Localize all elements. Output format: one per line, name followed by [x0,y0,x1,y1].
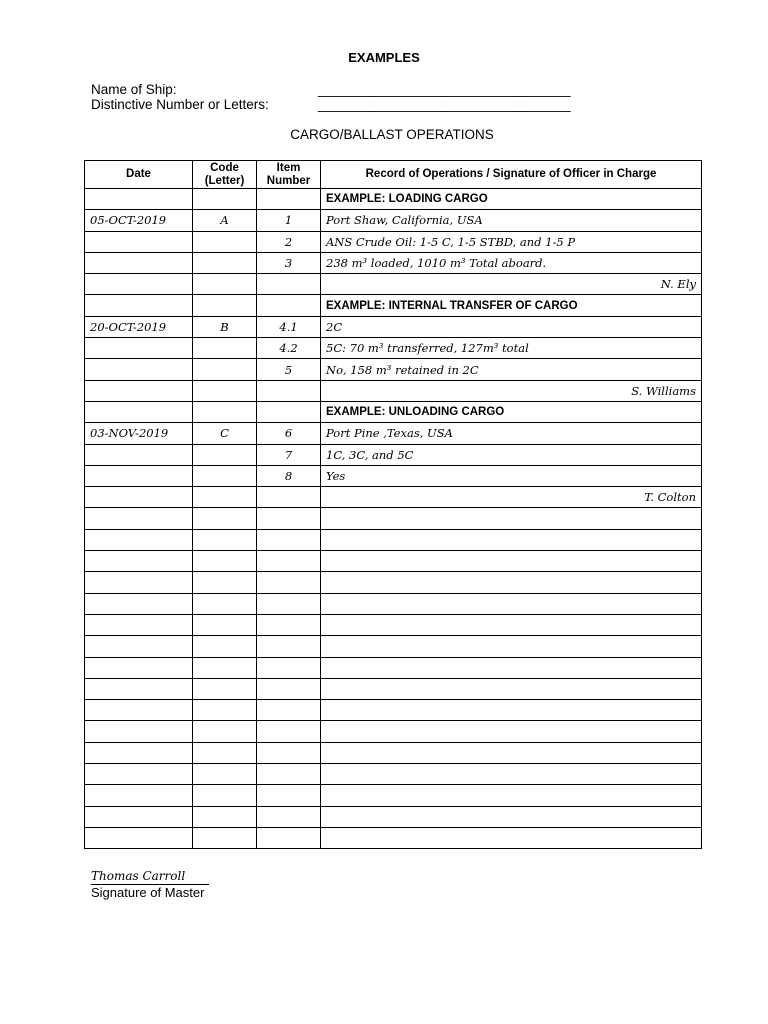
date-cell [85,700,193,721]
record-cell: ANS Crude Oil: 1-5 C, 1-5 STBD, and 1-5 P [321,231,702,252]
header-record-label: Record of Operations / Signature of Officer in Charge [365,168,657,180]
record-cell [321,657,702,678]
distinctive-number-field [91,97,571,112]
header-item [257,161,321,189]
table-row [85,593,702,614]
code-cell: A [193,210,257,231]
ship-name-field [91,82,571,97]
code-cell [193,700,257,721]
code-cell [193,764,257,785]
item-number-cell [257,827,321,848]
master-signature: Thomas Carroll [91,869,209,885]
table-row [85,274,702,295]
ship-name-blank-line: ___________________________________ [318,82,571,97]
record-cell [321,636,702,657]
header-code-line2: (Letter) [204,174,245,187]
item-number-cell: 2 [257,231,321,252]
header-code [193,161,257,189]
table-body [85,189,702,849]
record-cell: 238 m³ loaded, 1010 m³ Total aboard. [321,252,702,273]
item-number-cell [257,551,321,572]
table-row [85,465,702,486]
table-row [85,359,702,380]
item-number-cell [257,721,321,742]
section-subtitle: CARGO/BALLAST OPERATIONS [290,127,494,142]
record-cell: Yes [321,465,702,486]
table-row [85,614,702,635]
date-cell [85,487,193,508]
record-cell [321,593,702,614]
date-cell [85,231,193,252]
date-cell [85,572,193,593]
table-row [85,700,702,721]
record-cell [321,721,702,742]
code-cell [193,785,257,806]
code-cell [193,338,257,359]
date-cell [85,827,193,848]
record-cell [321,700,702,721]
table-row [85,401,702,422]
date-cell [85,529,193,550]
code-cell [193,614,257,635]
section-heading-cell: EXAMPLE: INTERNAL TRANSFER OF CARGO [321,295,702,316]
record-cell [321,742,702,763]
date-cell [85,295,193,316]
date-cell [85,785,193,806]
item-number-cell [257,593,321,614]
date-cell [85,614,193,635]
date-cell [85,274,193,295]
record-cell [321,508,702,529]
code-cell [193,742,257,763]
date-cell [85,551,193,572]
section-heading-cell: EXAMPLE: UNLOADING CARGO [321,401,702,422]
officer-signature-cell: T. Colton [321,487,702,508]
date-cell [85,189,193,210]
table-row [85,529,702,550]
header-item-line1: Item [276,161,301,174]
table-row [85,785,702,806]
item-number-cell [257,487,321,508]
table-row [85,380,702,401]
item-number-cell [257,295,321,316]
item-number-cell: 7 [257,444,321,465]
record-cell [321,678,702,699]
table-row [85,508,702,529]
page-title: EXAMPLES [348,50,420,65]
table-row [85,806,702,827]
officer-signature-cell: S. Williams [321,380,702,401]
item-number-cell: 6 [257,423,321,444]
record-cell [321,529,702,550]
date-cell: 03-NOV-2019 [85,423,193,444]
table-row [85,189,702,210]
table-row [85,295,702,316]
header-date-label: Date [126,168,151,180]
date-cell [85,359,193,380]
record-cell: Port Pine ,Texas, USA [321,423,702,444]
header-record [321,161,702,189]
code-cell [193,508,257,529]
table-row [85,721,702,742]
table-row [85,827,702,848]
item-number-cell [257,742,321,763]
ship-name-label: Name of Ship: [91,82,177,97]
officer-signature-cell: N. Ely [321,274,702,295]
record-cell [321,785,702,806]
code-cell [193,827,257,848]
date-cell [85,338,193,359]
date-cell: 05-OCT-2019 [85,210,193,231]
code-cell [193,806,257,827]
item-number-cell [257,636,321,657]
item-number-cell: 3 [257,252,321,273]
item-number-cell [257,189,321,210]
record-cell: Port Shaw, California, USA [321,210,702,231]
date-cell [85,508,193,529]
distinctive-number-blank-line: ___________________________________ [318,97,571,112]
date-cell [85,721,193,742]
table-row [85,764,702,785]
table-row [85,636,702,657]
item-number-cell [257,657,321,678]
table-row [85,252,702,273]
item-number-cell [257,764,321,785]
master-signature-label: Signature of Master [91,885,205,900]
date-cell [85,593,193,614]
code-cell [193,274,257,295]
code-cell [193,231,257,252]
item-number-cell: 4.1 [257,316,321,337]
code-cell [193,359,257,380]
record-cell [321,551,702,572]
code-cell [193,295,257,316]
record-cell: 2C [321,316,702,337]
table-row [85,657,702,678]
item-number-cell [257,785,321,806]
date-cell [85,401,193,422]
table-header-row [85,161,702,189]
table-row [85,742,702,763]
code-cell [193,572,257,593]
item-number-cell: 5 [257,359,321,380]
code-cell [193,551,257,572]
item-number-cell [257,678,321,699]
code-cell [193,636,257,657]
date-cell [85,806,193,827]
code-cell: C [193,423,257,444]
record-cell [321,614,702,635]
date-cell [85,678,193,699]
table-row [85,231,702,252]
record-cell [321,572,702,593]
table-row [85,572,702,593]
record-cell: 5C: 70 m³ transferred, 127m³ total [321,338,702,359]
date-cell [85,444,193,465]
item-number-cell: 8 [257,465,321,486]
table-row [85,444,702,465]
item-number-cell [257,508,321,529]
item-number-cell: 4.2 [257,338,321,359]
record-cell [321,806,702,827]
item-number-cell [257,401,321,422]
code-cell [193,721,257,742]
record-cell: No, 158 m³ retained in 2C [321,359,702,380]
date-cell [85,465,193,486]
date-cell [85,380,193,401]
table-row [85,316,702,337]
date-cell [85,764,193,785]
code-cell [193,380,257,401]
item-number-cell [257,380,321,401]
code-cell [193,465,257,486]
code-cell [193,487,257,508]
header-date [85,161,193,189]
table-row [85,338,702,359]
item-number-cell: 1 [257,210,321,231]
header-code-line1: Code [210,161,239,174]
header-item-line2: Number [266,174,311,187]
date-cell [85,742,193,763]
code-cell [193,678,257,699]
date-cell [85,252,193,273]
item-number-cell [257,572,321,593]
date-cell: 20-OCT-2019 [85,316,193,337]
record-cell [321,827,702,848]
operations-log-table [84,160,702,849]
table-row [85,210,702,231]
code-cell [193,444,257,465]
date-cell [85,657,193,678]
distinctive-number-label: Distinctive Number or Letters: [91,97,269,112]
table-row [85,551,702,572]
record-cell [321,764,702,785]
item-number-cell [257,700,321,721]
item-number-cell [257,806,321,827]
code-cell [193,252,257,273]
item-number-cell [257,274,321,295]
section-heading-cell: EXAMPLE: LOADING CARGO [321,189,702,210]
date-cell [85,636,193,657]
code-cell [193,593,257,614]
item-number-cell [257,529,321,550]
table-row [85,678,702,699]
code-cell: B [193,316,257,337]
table-row [85,487,702,508]
code-cell [193,189,257,210]
code-cell [193,529,257,550]
code-cell [193,401,257,422]
code-cell [193,657,257,678]
table-row [85,423,702,444]
record-cell: 1C, 3C, and 5C [321,444,702,465]
item-number-cell [257,614,321,635]
